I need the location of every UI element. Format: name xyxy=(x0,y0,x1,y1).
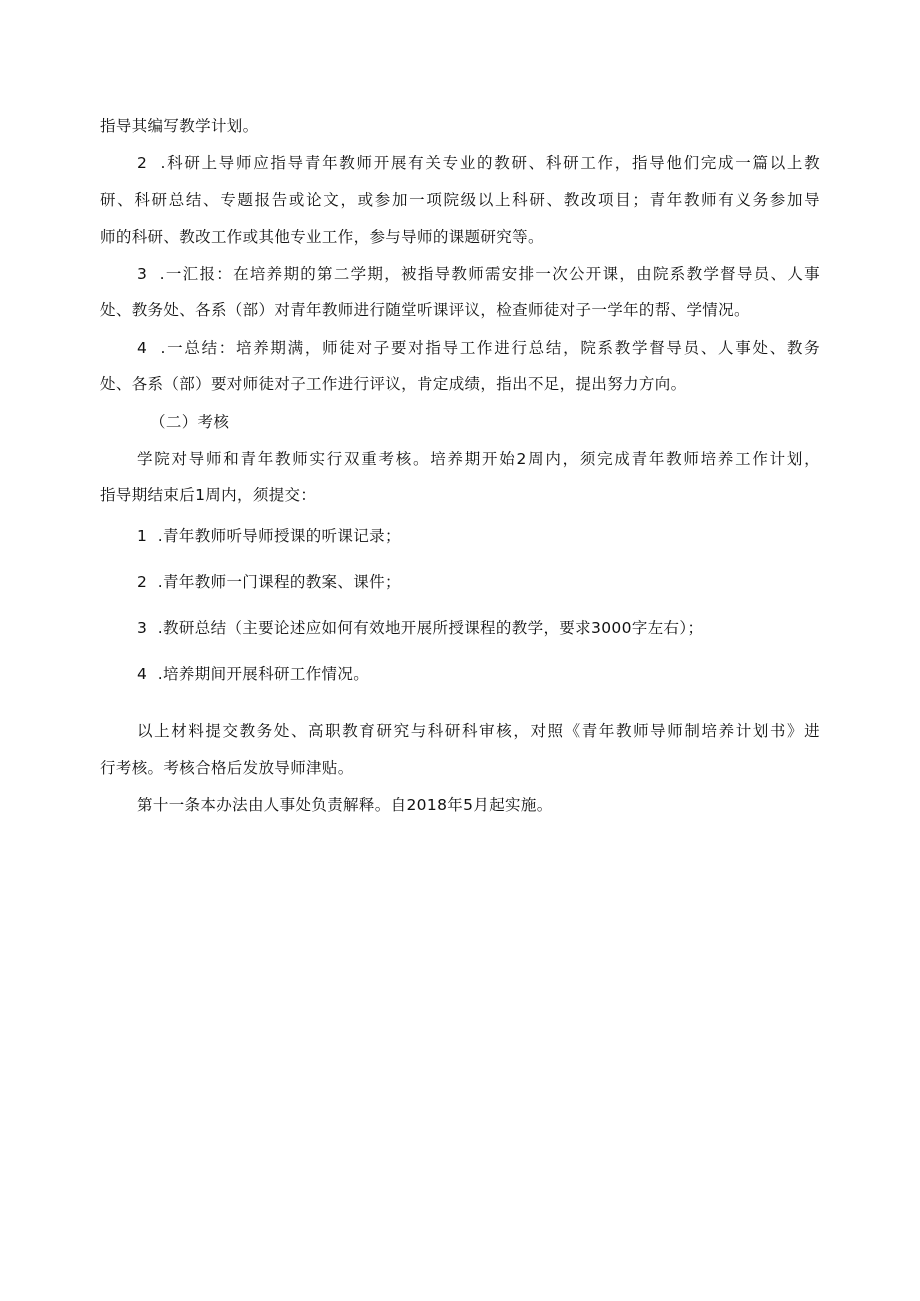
text-line-1: 指导其编写教学计划。 xyxy=(100,117,259,135)
list-item-4: 4 .培养期间开展科研工作情况。 xyxy=(137,665,370,683)
text-line-3: 研、科研总结、专题报告或论文，或参加一项院级以上科研、教改项目；青年教师有义务参加导 xyxy=(100,191,820,209)
text-line-5: 3 .一汇报：在培养期的第二学期，被指导教师需安排一次公开课，由院系教学督导员、人事 xyxy=(137,265,820,283)
list-item-3: 3 .教研总结（主要论述应如何有效地开展所授课程的教学，要求3000字左右）； xyxy=(137,619,704,637)
list-item-1: 1 .青年教师听导师授课的听课记录； xyxy=(137,527,401,545)
text-line-11: 指导期结束后1周内，须提交： xyxy=(100,486,317,504)
section-heading: （二）考核 xyxy=(150,413,230,431)
text-line-4: 师的科研、教改工作或其他专业工作，参与导师的课题研究等。 xyxy=(100,228,544,246)
text-line-18: 第十一条本办法由人事处负责解释。自2018年5月起实施。 xyxy=(137,796,553,814)
list-item-2: 2 .青年教师一门课程的教案、课件； xyxy=(137,573,401,591)
text-line-17: 行考核。考核合格后发放导师津贴。 xyxy=(100,759,354,777)
text-line-7: 4 .一总结：培养期满，师徒对子要对指导工作进行总结，院系教学督导员、人事处、教务 xyxy=(137,339,820,357)
text-line-6: 处、教务处、各系（部）对青年教师进行随堂听课评议，检查师徒对子一学年的帮、学情况。 xyxy=(100,301,750,319)
text-line-8: 处、各系（部）要对师徒对子工作进行评议，肯定成绩，指出不足，提出努力方向。 xyxy=(100,375,687,393)
text-line-16: 以上材料提交教务处、高职教育研究与科研科审核，对照《青年教师导师制培养计划书》进 xyxy=(137,722,820,740)
text-line-10: 学院对导师和青年教师实行双重考核。培养期开始2周内，须完成青年教师培养工作计划， xyxy=(137,450,820,468)
text-line-2: 2 .科研上导师应指导青年教师开展有关专业的教研、科研工作，指导他们完成一篇以上教 xyxy=(137,154,820,172)
